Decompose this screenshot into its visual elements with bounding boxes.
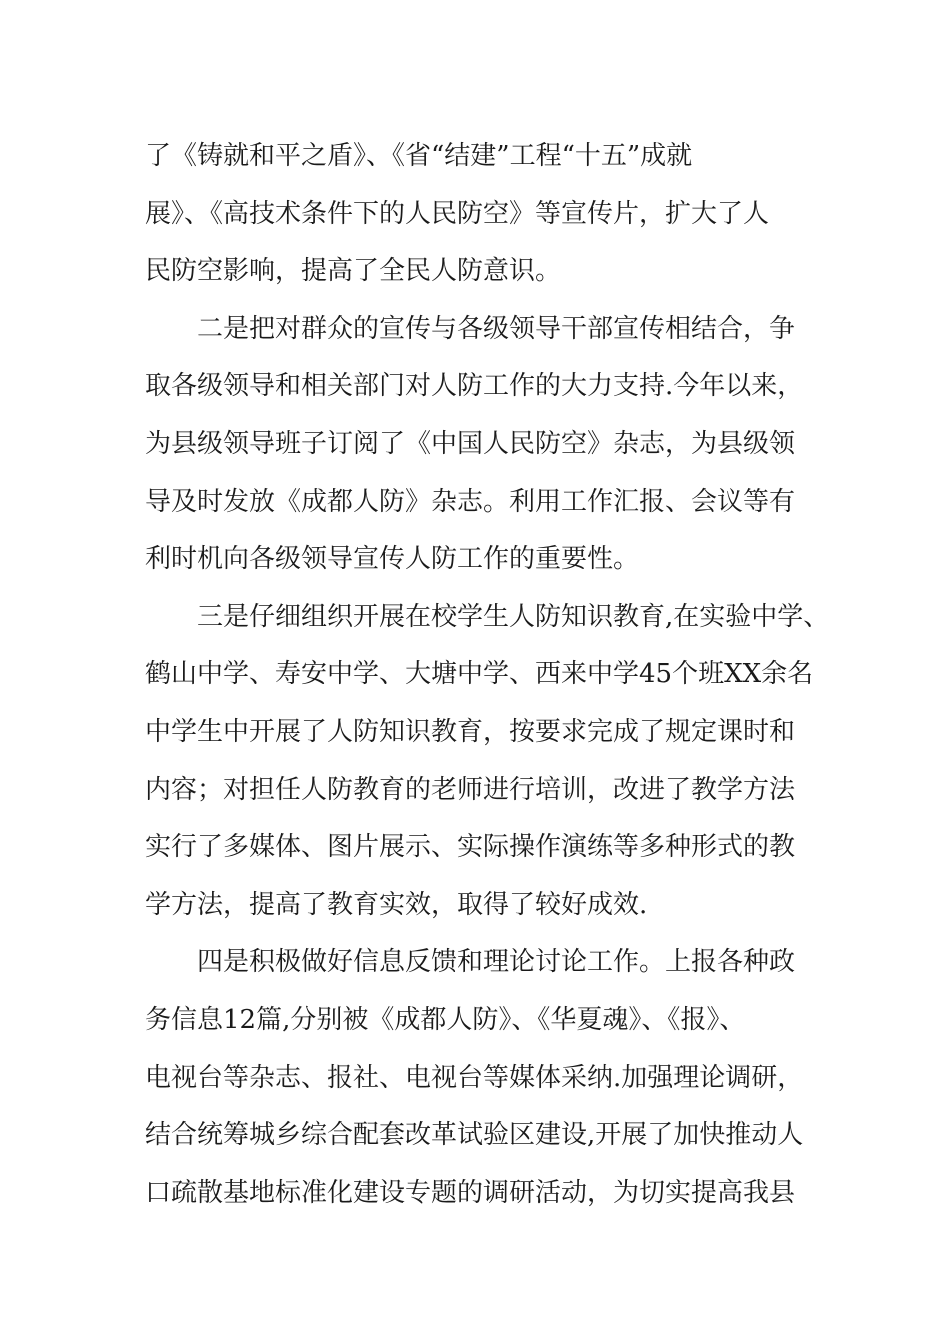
paragraph-start-line: 三是仔细组织开展在校学生人防知识教育,在实验中学、	[197, 601, 830, 632]
paragraph-start-line: 四是积极做好信息反馈和理论讨论工作。上报各种政	[197, 947, 796, 978]
text-line: 了《铸就和平之盾》、《省“结建”工程“十五”成就	[145, 141, 693, 171]
text-line: 中学生中开展了人防知识教育，按要求完成了规定课时和	[145, 716, 796, 747]
text-line: 务信息12篇,分别被《成都人防》、《华夏魂》、《报》、	[145, 1004, 746, 1035]
text-line: 内容；对担任人防教育的老师进行培训，改进了教学方法	[145, 774, 796, 805]
text-line: 学方法，提高了教育实效，取得了较好成效.	[145, 889, 648, 920]
text-line: 取各级领导和相关部门对人防工作的大力支持.今年以来，	[145, 371, 804, 402]
paragraph-start-line: 二是把对群众的宣传与各级领导干部宣传相结合，争	[197, 313, 796, 344]
text-line: 导及时发放《成都人防》杂志。利用工作汇报、会议等有	[145, 486, 796, 517]
text-line: 电视台等杂志、报社、电视台等媒体采纳.加强理论调研，	[145, 1062, 804, 1093]
text-line: 展》、《高技术条件下的人民防空》等宣传片，扩大了人	[145, 198, 770, 229]
text-line: 鹤山中学、寿安中学、大塘中学、西来中学45个班XX余名	[145, 659, 814, 690]
text-line: 口疏散基地标准化建设专题的调研活动，为切实提高我县	[145, 1177, 796, 1208]
text-line: 利时机向各级领导宣传人防工作的重要性。	[145, 544, 640, 575]
text-line: 民防空影响，提高了全民人防意识。	[145, 256, 562, 287]
text-line: 实行了多媒体、图片展示、实际操作演练等多种形式的教	[145, 832, 796, 863]
text-line: 结合统筹城乡综合配套改革试验区建设,开展了加快推动人	[145, 1120, 804, 1151]
text-line: 为县级领导班子订阅了《中国人民防空》杂志，为县级领	[145, 428, 796, 459]
document-body	[145, 128, 835, 1222]
